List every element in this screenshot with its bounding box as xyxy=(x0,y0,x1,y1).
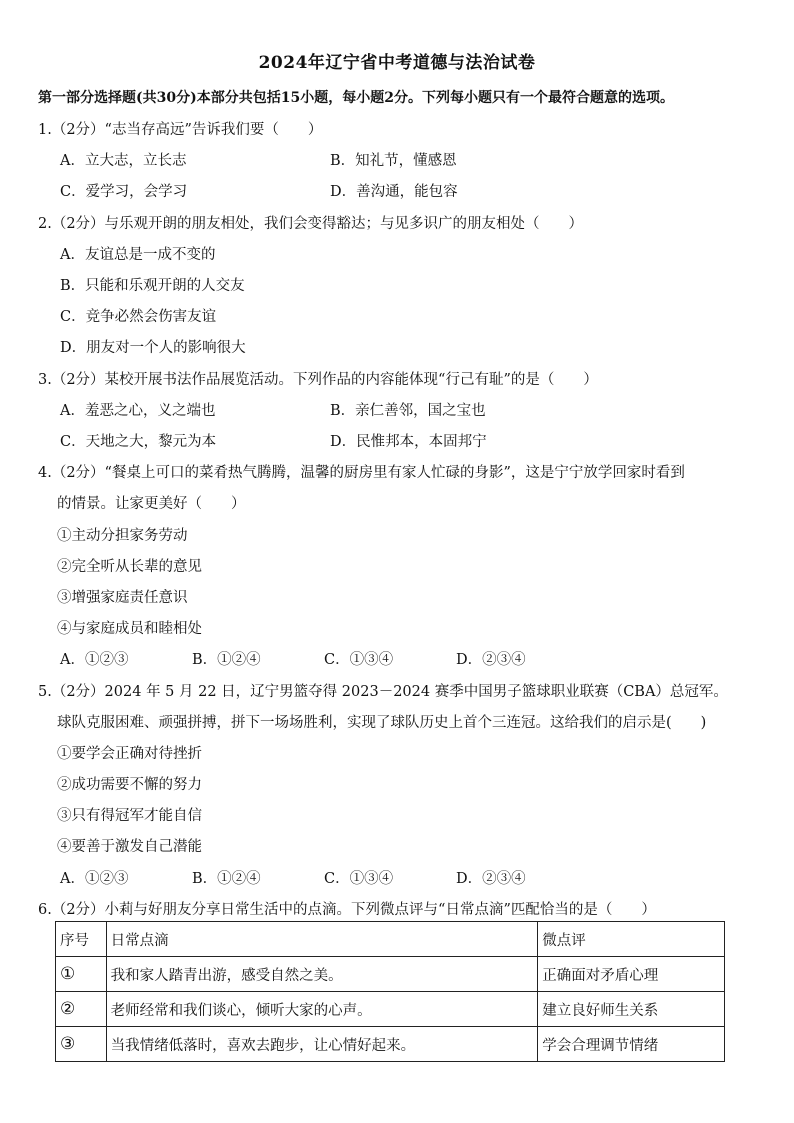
question-5-statement-4: ④要善于激发自己潜能 xyxy=(57,839,202,855)
table-cell-comment: 正确面对矛盾心理 xyxy=(538,957,725,992)
question-2-option-d: D．朋友对一个人的影响很大 xyxy=(60,340,246,356)
question-4-stem-line1: 4.（2分）“餐桌上可口的菜肴热气腾腾，温馨的厨房里有家人忙碌的身影”，这是宁宁放学回家时看到 xyxy=(38,465,685,481)
table-header-row xyxy=(56,922,725,957)
question-3-option-c: C．天地之大，黎元为本 xyxy=(60,434,217,450)
question-4-statement-3: ③增强家庭责任意识 xyxy=(57,590,188,606)
exam-title: 2024年辽宁省中考道德与法治试卷 xyxy=(258,53,536,73)
question-2-stem: 2.（2分）与乐观开朗的朋友相处，我们会变得豁达；与见多识广的朋友相处（ ） xyxy=(38,216,584,232)
question-5-option-b: B．①②④ xyxy=(192,871,261,887)
question-2-option-c: C．竞争必然会伤害友谊 xyxy=(60,309,217,325)
table-row xyxy=(56,957,725,992)
question-5-option-a: A．①②③ xyxy=(60,871,129,887)
question-4-option-d: D．②③④ xyxy=(456,652,526,668)
question-1-option-c: C．爱学习，会学习 xyxy=(60,184,188,200)
question-3-option-a: A．羞恶之心，义之端也 xyxy=(60,403,216,419)
table-cell-daily: 老师经常和我们谈心，倾听大家的心声。 xyxy=(106,992,538,1027)
table-cell-index: ③ xyxy=(56,1027,107,1062)
question-4-options xyxy=(60,648,588,669)
section-header: 第一部分选择题(共30分)本部分共包括15小题，每小题2分。下列每小题只有一个最符合题意的选项。 xyxy=(38,90,674,106)
question-4-option-b: B．①②④ xyxy=(192,652,261,668)
table-cell-comment: 建立良好师生关系 xyxy=(538,992,725,1027)
table-cell-daily: 我和家人踏青出游，感受自然之美。 xyxy=(106,957,538,992)
question-5-option-d: D．②③④ xyxy=(456,871,526,887)
question-6-table xyxy=(55,921,725,1062)
question-2-option-b: B．只能和乐观开朗的人交友 xyxy=(60,278,245,294)
question-5-statement-3: ③只有得冠军才能自信 xyxy=(57,808,202,824)
question-3-option-b: B．亲仁善邻，国之宝也 xyxy=(330,403,486,419)
table-header-index: 序号 xyxy=(56,922,107,957)
question-4-option-a: A．①②③ xyxy=(60,652,129,668)
table-cell-index: ② xyxy=(56,992,107,1027)
question-1-option-d: D．善沟通，能包容 xyxy=(330,184,458,200)
table-cell-daily: 当我情绪低落时，喜欢去跑步，让心情好起来。 xyxy=(106,1027,538,1062)
question-1-option-a: A．立大志，立长志 xyxy=(60,153,187,169)
table-row xyxy=(56,1027,725,1062)
question-1-option-b: B．知礼节，懂感恩 xyxy=(330,153,457,169)
question-4-stem-line2: 的情景。让家更美好（ ） xyxy=(57,496,246,512)
table-cell-index: ① xyxy=(56,957,107,992)
question-6-stem: 6.（2分）小莉与好朋友分享日常生活中的点滴。下列微点评与“日常点滴”匹配恰当的是（ ） xyxy=(38,902,656,918)
table-cell-comment: 学会合理调节情绪 xyxy=(538,1027,725,1062)
question-5-stem-line1: 5.（2分）2024 年 5 月 22 日，辽宁男篮夺得 2023－2024 赛季中国男子篮球职业联赛（CBA）总冠军。 xyxy=(38,684,728,700)
question-4-option-c: C．①③④ xyxy=(324,652,394,668)
question-5-options xyxy=(60,867,588,888)
question-5-statement-2: ②成功需要不懈的努力 xyxy=(57,777,202,793)
question-5-option-c: C．①③④ xyxy=(324,871,394,887)
question-2-option-a: A．友谊总是一成不变的 xyxy=(60,247,216,263)
question-3-stem: 3.（2分）某校开展书法作品展览活动。下列作品的内容能体现“行己有耻”的是（ ） xyxy=(38,372,598,388)
question-1-stem: 1.（2分）“志当存高远”告诉我们要（ ） xyxy=(38,122,323,138)
question-4-statement-2: ②完全听从长辈的意见 xyxy=(57,559,202,575)
question-3-option-d: D．民惟邦本，本固邦宁 xyxy=(330,434,487,450)
question-4-statement-1: ①主动分担家务劳动 xyxy=(57,528,188,544)
question-5-stem-line2: 球队克服困难、顽强拼搏，拼下一场场胜利，实现了球队历史上首个三连冠。这给我们的启示是( ) xyxy=(57,715,707,731)
table-header-daily: 日常点滴 xyxy=(106,922,538,957)
question-5-statement-1: ①要学会正确对待挫折 xyxy=(57,746,202,762)
question-4-statement-4: ④与家庭成员和睦相处 xyxy=(57,621,202,637)
table-header-comment: 微点评 xyxy=(538,922,725,957)
table-row xyxy=(56,992,725,1027)
